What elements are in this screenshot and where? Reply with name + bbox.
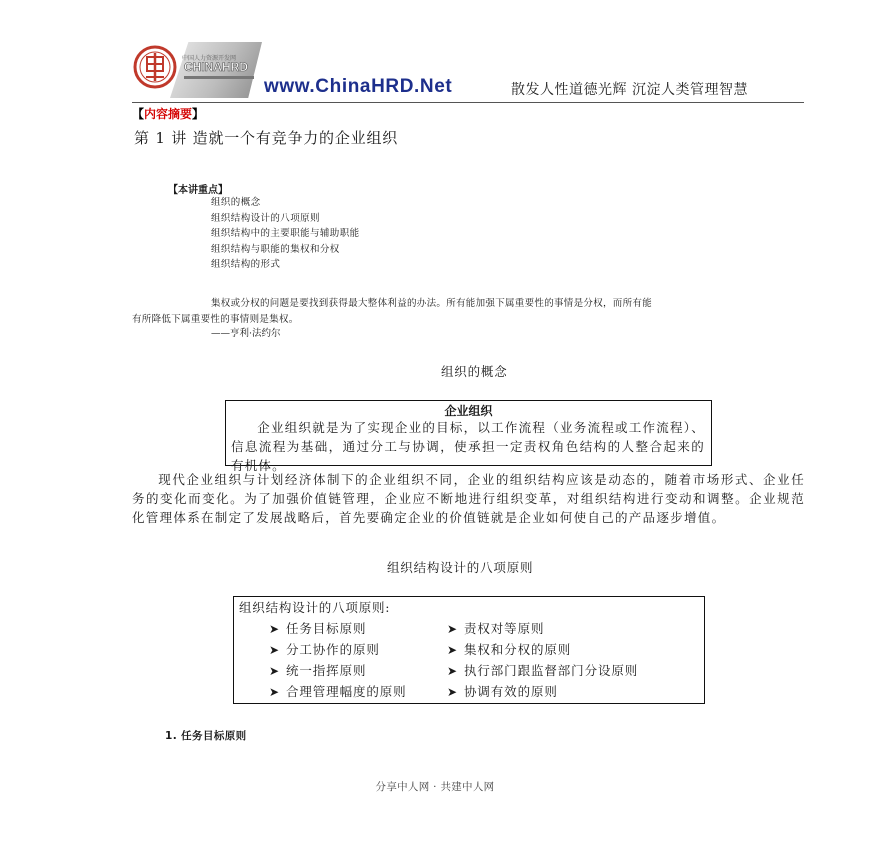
principle-label: 执行部门跟监督部门分设原则	[463, 663, 639, 678]
section-title-concept: 组织的概念	[441, 364, 508, 379]
principle-label: 协调有效的原则	[463, 684, 558, 699]
key-point-item: 组织结构中的主要职能与辅助职能	[211, 228, 360, 239]
principle-label: 集权和分权的原则	[463, 642, 572, 657]
quote-line-2: 有所降低下属重要性的事情则是集权。	[132, 314, 299, 325]
key-point-item: 组织的概念	[211, 197, 261, 208]
principle-item	[447, 661, 638, 679]
summary-label: 内容摘要	[144, 107, 193, 121]
header-divider	[132, 102, 804, 103]
definition-box	[225, 400, 712, 473]
arrow-bullet-icon: ➤	[269, 664, 280, 678]
arrow-bullet-icon: ➤	[447, 622, 458, 636]
summary-bracket-close: 】	[192, 107, 205, 121]
seal-logo-icon	[132, 44, 178, 90]
summary-tag	[132, 105, 204, 122]
site-slogan: 散发人性道德光辉 沉淀人类管理智慧	[511, 82, 748, 98]
arrow-bullet-icon: ➤	[447, 664, 458, 678]
key-points-list	[211, 195, 360, 273]
principle-label: 分工协作的原则	[285, 642, 380, 657]
definition-title: 企业组织	[444, 404, 493, 418]
principle-item	[269, 640, 380, 658]
subsection-heading: 1. 任务目标原则	[165, 730, 247, 742]
principle-item	[447, 619, 544, 637]
site-logo[interactable]	[132, 40, 258, 100]
principle-label: 责权对等原则	[463, 621, 545, 636]
section-title-principles: 组织结构设计的八项原则	[387, 560, 534, 575]
principle-item	[269, 682, 407, 700]
principle-item	[269, 661, 366, 679]
definition-text: 企业组织就是为了实现企业的目标，以工作流程（业务流程或工作流程）、信息流程为基础，通过分工与协调，使承担一定责权角色结构的人整合起来的有机体。	[231, 420, 705, 473]
arrow-bullet-icon: ➤	[269, 622, 280, 636]
principle-label: 任务目标原则	[285, 621, 367, 636]
summary-bracket-open: 【	[132, 107, 145, 121]
page-footer: 分享中人网 · 共建中人网	[375, 781, 495, 793]
arrow-bullet-icon: ➤	[269, 685, 280, 699]
site-url-link[interactable]: www.ChinaHRD.Net	[264, 76, 453, 97]
principle-item	[269, 619, 366, 637]
body-paragraph: 现代企业组织与计划经济体制下的企业组织不同，企业的组织结构应该是动态的，随着市场形式、企业任务的变化而变化。为了加强价值链管理，企业应不断地进行组织变革，对组织结构进行变动和调整。企业规范化管理体系在制定了发展战略后，首先要确定企业的价值链就是企业如何使自己的产品逐步增值。	[132, 472, 805, 525]
logo-wordmark: CHINAHRD	[184, 60, 248, 74]
principles-heading: 组织结构设计的八项原则:	[239, 600, 391, 615]
key-point-item: 组织结构设计的八项原则	[211, 212, 320, 224]
logo-tagline: 中国人力资源开发网	[182, 55, 237, 62]
principles-box	[233, 596, 705, 704]
principle-item	[447, 640, 571, 658]
principle-label: 合理管理幅度的原则	[285, 684, 407, 699]
arrow-bullet-icon: ➤	[447, 643, 458, 657]
quote-author: ——亨利·法约尔	[211, 328, 281, 339]
arrow-bullet-icon: ➤	[269, 643, 280, 657]
key-point-item: 组织结构与职能的集权和分权	[211, 243, 340, 255]
key-points-heading: 【本讲重点】	[168, 185, 228, 196]
arrow-bullet-icon: ➤	[447, 685, 458, 699]
quote-line-1: 集权或分权的问题是要找到获得最大整体利益的办法。所有能加强下属重要性的事情是分权，而所有能	[211, 298, 653, 309]
key-point-item: 组织结构的形式	[211, 259, 281, 270]
principle-label: 统一指挥原则	[285, 663, 367, 678]
logo-underline	[184, 76, 254, 79]
principle-item	[447, 682, 558, 700]
lecture-title: 第 1 讲 造就一个有竞争力的企业组织	[134, 129, 399, 147]
